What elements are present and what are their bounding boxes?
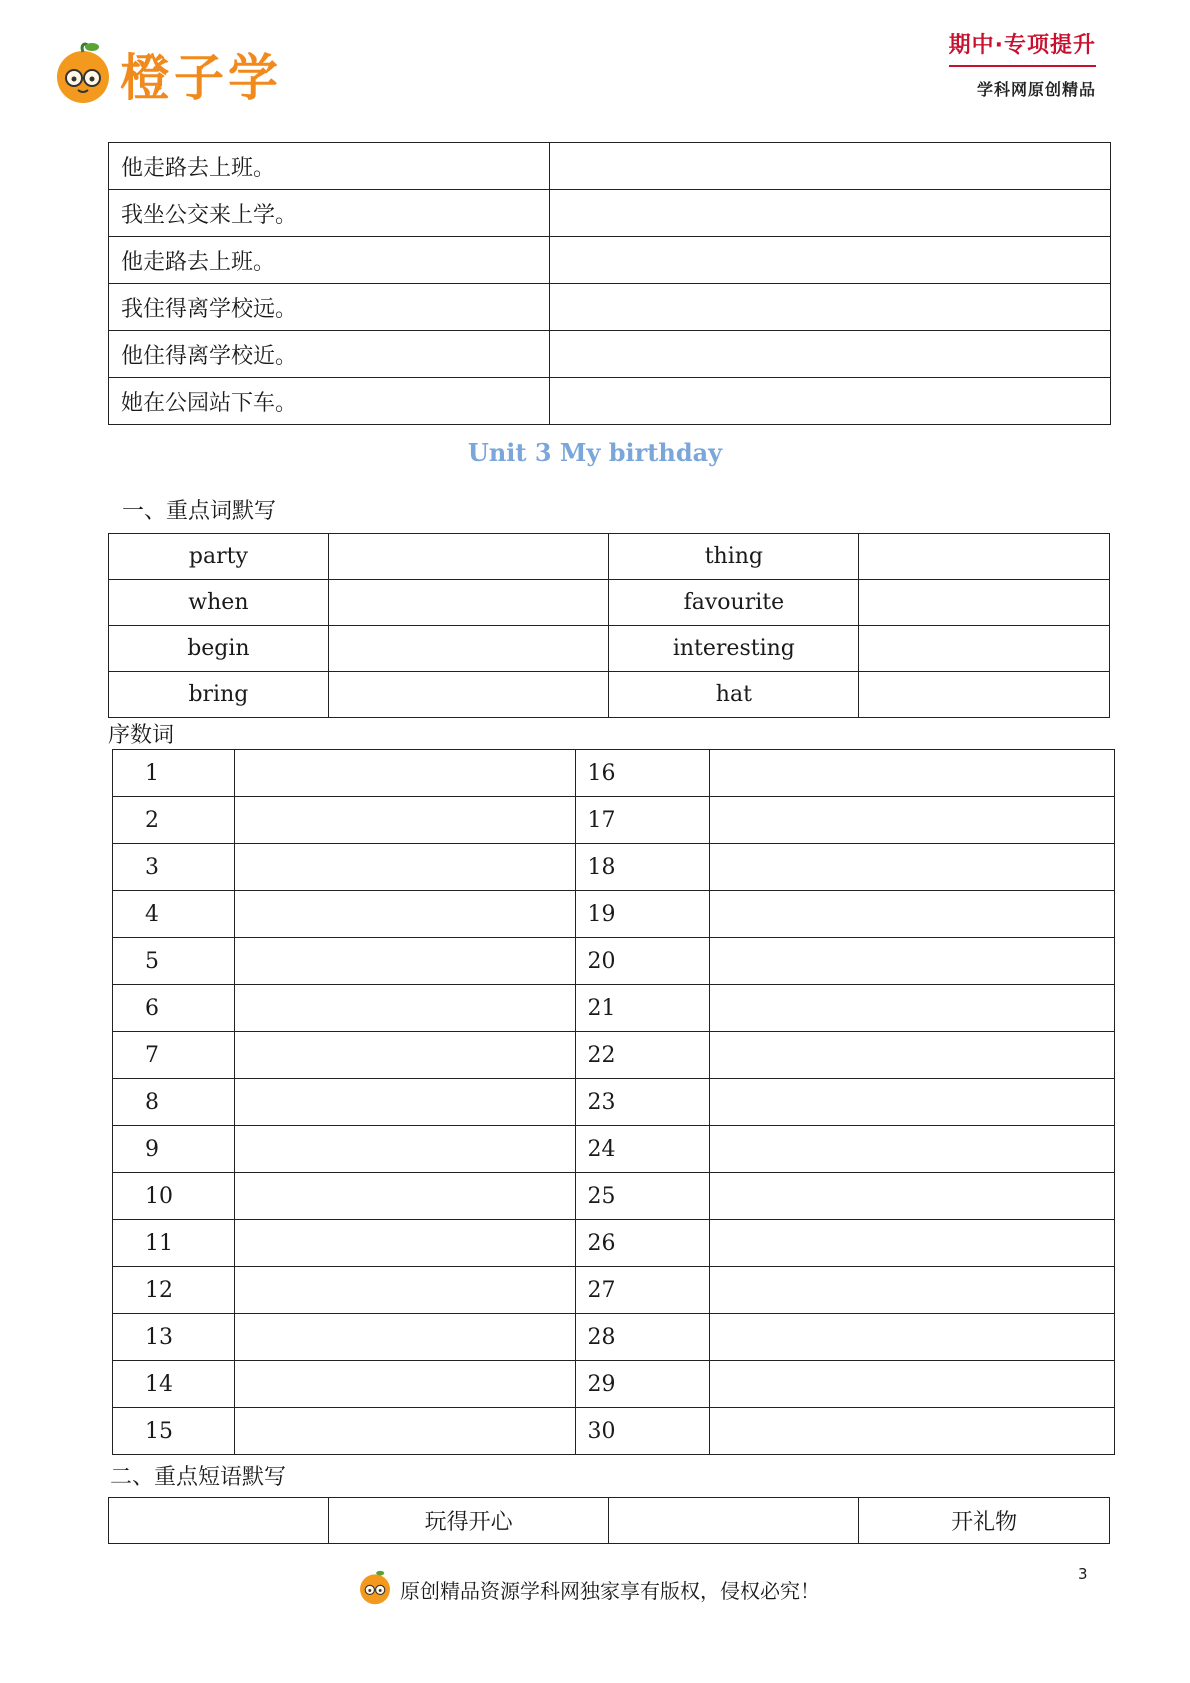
- table-row: [113, 1126, 1115, 1173]
- answer-cell[interactable]: [234, 1032, 575, 1079]
- ordinal-number-cell: 5: [113, 938, 235, 985]
- answer-cell[interactable]: [550, 331, 1111, 378]
- orange-mascot-icon: [356, 1568, 394, 1606]
- answer-cell[interactable]: [234, 1126, 575, 1173]
- ordinal-number-cell: 28: [575, 1314, 710, 1361]
- answer-cell[interactable]: [710, 891, 1115, 938]
- table-row: [113, 938, 1115, 985]
- table-row: [109, 534, 1110, 580]
- answer-cell[interactable]: [234, 1220, 575, 1267]
- key-phrases-table: [108, 1497, 1110, 1544]
- answer-cell[interactable]: [234, 1408, 575, 1455]
- ordinal-number-cell: 19: [575, 891, 710, 938]
- table-row: [113, 750, 1115, 797]
- answer-cell[interactable]: [550, 190, 1111, 237]
- ordinal-number-cell: 30: [575, 1408, 710, 1455]
- table-row: [109, 190, 1111, 237]
- answer-cell[interactable]: [328, 672, 609, 718]
- answer-cell[interactable]: [234, 750, 575, 797]
- table-row: [113, 1173, 1115, 1220]
- logo-wordmark: 橙子学: [120, 49, 282, 107]
- table-row: [113, 1267, 1115, 1314]
- ordinal-number-cell: 23: [575, 1079, 710, 1126]
- table-row: [113, 797, 1115, 844]
- ordinal-number-cell: 8: [113, 1079, 235, 1126]
- unit-title: Unit 3 My birthday: [467, 438, 723, 467]
- answer-cell[interactable]: [550, 237, 1111, 284]
- word-cell: bring: [109, 672, 329, 718]
- answer-cell[interactable]: [234, 1173, 575, 1220]
- table-row: [109, 237, 1111, 284]
- answer-cell[interactable]: [234, 1314, 575, 1361]
- ordinal-number-cell: 13: [113, 1314, 235, 1361]
- answer-cell[interactable]: [859, 580, 1110, 626]
- sentence-cell: 他走路去上班。: [109, 237, 550, 284]
- ordinal-number-cell: 26: [575, 1220, 710, 1267]
- table-row: [109, 580, 1110, 626]
- footer: [356, 1568, 856, 1610]
- badge-title: 期中·专项提升: [949, 28, 1096, 67]
- word-cell: interesting: [609, 626, 859, 672]
- word-cell: begin: [109, 626, 329, 672]
- sentence-cell: 她在公园站下车。: [109, 378, 550, 425]
- brand-logo: [50, 36, 290, 110]
- answer-cell[interactable]: [710, 1079, 1115, 1126]
- badge-subtitle: 学科网原创精品: [976, 80, 1096, 99]
- table-row: [109, 672, 1110, 718]
- answer-cell[interactable]: [234, 891, 575, 938]
- answer-cell[interactable]: [710, 1126, 1115, 1173]
- answer-cell[interactable]: [710, 844, 1115, 891]
- ordinal-number-cell: 7: [113, 1032, 235, 1079]
- ordinal-number-cell: 16: [575, 750, 710, 797]
- table-row: [113, 891, 1115, 938]
- word-cell: favourite: [609, 580, 859, 626]
- ordinal-number-cell: 10: [113, 1173, 235, 1220]
- answer-cell[interactable]: [234, 985, 575, 1032]
- answer-cell[interactable]: [109, 1498, 329, 1544]
- sentence-cell: 他住得离学校近。: [109, 331, 550, 378]
- sentence-cell: 我坐公交来上学。: [109, 190, 550, 237]
- ordinal-number-cell: 18: [575, 844, 710, 891]
- ordinal-number-cell: 20: [575, 938, 710, 985]
- answer-cell[interactable]: [710, 1267, 1115, 1314]
- answer-cell[interactable]: [710, 1361, 1115, 1408]
- key-words-table: [108, 533, 1110, 718]
- answer-cell[interactable]: [550, 284, 1111, 331]
- ordinal-number-cell: 21: [575, 985, 710, 1032]
- answer-cell[interactable]: [859, 672, 1110, 718]
- ordinal-number-cell: 2: [113, 797, 235, 844]
- ordinal-number-cell: 17: [575, 797, 710, 844]
- answer-cell[interactable]: [328, 580, 609, 626]
- table-row: [109, 331, 1111, 378]
- word-cell: thing: [609, 534, 859, 580]
- table-row: [109, 378, 1111, 425]
- ordinal-number-cell: 12: [113, 1267, 235, 1314]
- ordinal-number-cell: 25: [575, 1173, 710, 1220]
- ordinal-number-cell: 24: [575, 1126, 710, 1173]
- answer-cell[interactable]: [859, 534, 1110, 580]
- copyright-notice: 原创精品资源学科网独家享有版权，侵权必究！: [400, 1579, 820, 1603]
- answer-cell[interactable]: [328, 626, 609, 672]
- answer-cell[interactable]: [234, 1361, 575, 1408]
- table-row: [109, 1498, 1110, 1544]
- answer-cell[interactable]: [859, 626, 1110, 672]
- ordinals-table: [112, 749, 1115, 1455]
- answer-cell[interactable]: [710, 985, 1115, 1032]
- header-badge: [896, 28, 1096, 100]
- section-heading-key-words: 一、重点词默写: [122, 499, 277, 524]
- word-cell: hat: [609, 672, 859, 718]
- table-row: [109, 143, 1111, 190]
- answer-cell[interactable]: [234, 938, 575, 985]
- answer-cell[interactable]: [710, 750, 1115, 797]
- table-row: [113, 1361, 1115, 1408]
- sentence-translation-table: [108, 142, 1111, 425]
- ordinal-number-cell: 4: [113, 891, 235, 938]
- phrase-cell: 玩得开心: [328, 1498, 609, 1544]
- table-row: [113, 1220, 1115, 1267]
- section-heading-phrases: 二、重点短语默写: [110, 1465, 287, 1490]
- table-row: [109, 284, 1111, 331]
- answer-cell[interactable]: [550, 143, 1111, 190]
- answer-cell[interactable]: [710, 1032, 1115, 1079]
- word-cell: party: [109, 534, 329, 580]
- answer-cell[interactable]: [550, 378, 1111, 425]
- phrase-cell: 开礼物: [859, 1498, 1110, 1544]
- ordinal-number-cell: 1: [113, 750, 235, 797]
- ordinal-number-cell: 11: [113, 1220, 235, 1267]
- table-row: [113, 1408, 1115, 1455]
- answer-cell[interactable]: [234, 797, 575, 844]
- answer-cell[interactable]: [234, 844, 575, 891]
- table-row: [109, 626, 1110, 672]
- ordinal-number-cell: 14: [113, 1361, 235, 1408]
- ordinal-number-cell: 6: [113, 985, 235, 1032]
- answer-cell[interactable]: [710, 1173, 1115, 1220]
- table-row: [113, 1314, 1115, 1361]
- ordinal-number-cell: 9: [113, 1126, 235, 1173]
- sentence-cell: 他走路去上班。: [109, 143, 550, 190]
- ordinal-number-cell: 27: [575, 1267, 710, 1314]
- answer-cell[interactable]: [710, 1408, 1115, 1455]
- answer-cell[interactable]: [710, 797, 1115, 844]
- ordinal-number-cell: 3: [113, 844, 235, 891]
- answer-cell[interactable]: [710, 1220, 1115, 1267]
- answer-cell[interactable]: [234, 1079, 575, 1126]
- answer-cell[interactable]: [609, 1498, 859, 1544]
- answer-cell[interactable]: [328, 534, 609, 580]
- sentence-cell: 我住得离学校远。: [109, 284, 550, 331]
- answer-cell[interactable]: [710, 1314, 1115, 1361]
- section-heading-ordinals: 序数词: [108, 723, 175, 748]
- ordinal-number-cell: 22: [575, 1032, 710, 1079]
- page-number: 3: [1078, 1565, 1088, 1583]
- table-row: [113, 1079, 1115, 1126]
- answer-cell[interactable]: [710, 938, 1115, 985]
- table-row: [113, 985, 1115, 1032]
- word-cell: when: [109, 580, 329, 626]
- table-row: [113, 1032, 1115, 1079]
- ordinal-number-cell: 15: [113, 1408, 235, 1455]
- table-row: [113, 844, 1115, 891]
- ordinal-number-cell: 29: [575, 1361, 710, 1408]
- orange-mascot-icon: [50, 40, 116, 106]
- answer-cell[interactable]: [234, 1267, 575, 1314]
